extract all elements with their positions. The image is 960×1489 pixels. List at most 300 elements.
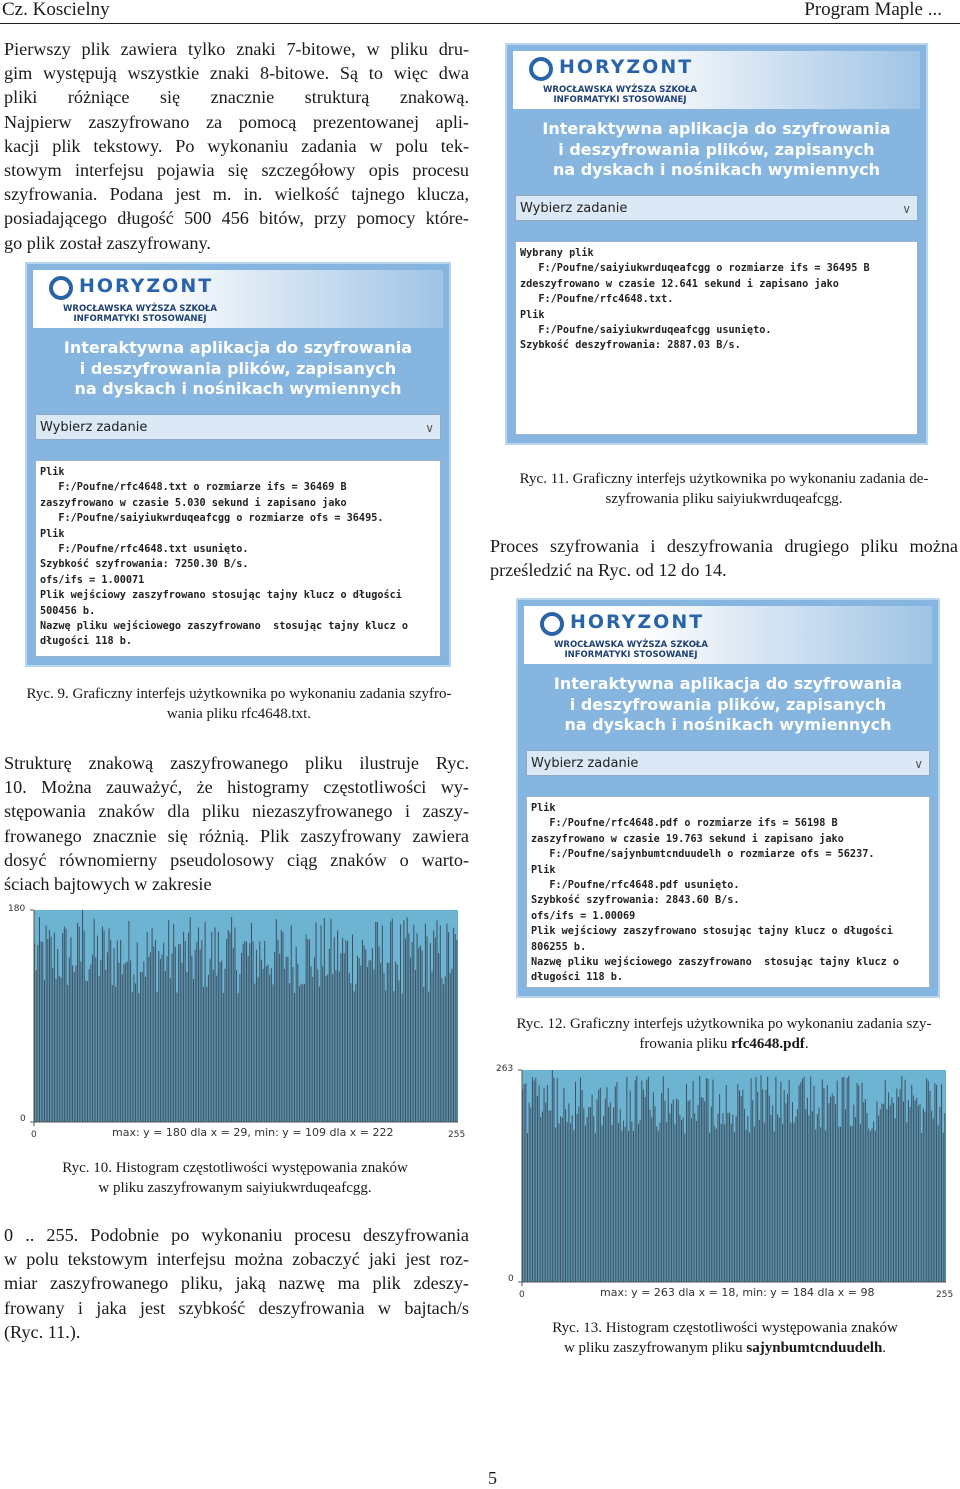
histogram-bar <box>822 1079 823 1282</box>
histogram-bar <box>855 1117 856 1282</box>
histogram-bar <box>253 941 254 1122</box>
paragraph-line: (Ryc. 11.). <box>4 1321 81 1342</box>
histogram-bar <box>132 992 133 1122</box>
histogram-bar <box>41 941 42 1122</box>
histogram-bar <box>251 923 252 1122</box>
logo-subtitle: WROCŁAWSKA WYŻSZA SZKOŁA INFORMATYKI STOSOWANEJ <box>543 85 697 105</box>
histogram-bar <box>799 1085 800 1282</box>
caption-line: Ryc. 9. Graficzny interfejs użytkownika po wykonaniu zadania szyfro- <box>26 686 452 702</box>
histogram-bar <box>739 1090 740 1282</box>
histogram-bar <box>842 1077 843 1282</box>
histogram-bar <box>722 1113 723 1282</box>
output-textarea[interactable]: Plik F:/Poufne/rfc4648.txt o rozmiarze ifs = 36469 B zaszyfrowano w czasie 5.030 sekund i zapisano jako F:/Poufne/saiyiukwrduqeafcgg o rozmiarze ofs = 36495. Plik F:/Poufne/rfc4648.txt usunięto. Szybkość szyfrowania: 7250.30 B/s. ofs/ifs = 1.00071 Plik wejściowy zaszyfrowano stosując tajny klucz o długości 500456 b. Nazwę pliku wejściowego zaszyfrowano stosując tajny klucz o długości 118 b. <box>35 460 441 657</box>
histogram-bar <box>342 938 343 1122</box>
caption-line: Ryc. 11. Graficzny interfejs użytkownika po wykonaniu zadania de- <box>519 471 929 487</box>
page-number: 5 <box>488 1468 497 1488</box>
histogram-bar <box>183 932 184 1122</box>
caption-ryc10 <box>30 1158 440 1198</box>
histogram-bar <box>712 1080 713 1282</box>
histogram-bar <box>284 969 285 1122</box>
histogram-bar <box>329 949 330 1122</box>
histogram-bar <box>805 1109 806 1282</box>
histogram-bar <box>769 1096 770 1282</box>
histogram-bar <box>630 1091 631 1282</box>
histogram-bar <box>562 1118 563 1282</box>
histogram-bar <box>370 960 371 1122</box>
caption-ryc12-line2: frowania pliku <box>639 1036 732 1052</box>
histogram-bar <box>221 961 222 1122</box>
histogram-bar <box>117 940 118 1122</box>
histogram-bar <box>698 1105 699 1282</box>
histogram-bar <box>118 963 119 1122</box>
histogram-bar <box>198 927 199 1122</box>
histogram-bar <box>84 931 85 1122</box>
histogram-bar <box>236 970 237 1122</box>
histogram-bar <box>765 1090 766 1282</box>
histogram-bar <box>568 1103 569 1282</box>
histogram-bar <box>737 1084 738 1282</box>
histogram-bar <box>42 942 43 1122</box>
app-banner <box>513 51 920 109</box>
histogram-bar <box>122 974 123 1122</box>
histogram-bar <box>779 1118 780 1282</box>
histogram-bar <box>706 1078 707 1282</box>
histogram-bar <box>170 978 171 1122</box>
task-select[interactable] <box>526 750 930 776</box>
histogram-bar <box>256 950 257 1122</box>
histogram-bar <box>719 1094 720 1282</box>
histogram-bar <box>626 1077 627 1282</box>
histogram-bar <box>302 984 303 1122</box>
histogram-bar <box>736 1117 737 1282</box>
histogram-bar <box>72 965 73 1122</box>
histogram-bar <box>287 957 288 1122</box>
histogram-bar <box>815 1130 816 1282</box>
histogram-bar <box>443 984 444 1122</box>
histogram-bar <box>39 917 40 1122</box>
histogram-svg <box>0 900 470 1145</box>
histogram-bar <box>684 1134 685 1282</box>
caption-line: wania pliku rfc4648.txt. <box>166 706 312 722</box>
histogram-bar <box>717 1114 718 1282</box>
histogram-bar <box>628 1131 629 1282</box>
histogram-bar <box>540 1117 541 1282</box>
histogram-bar <box>731 1124 732 1282</box>
histogram-bar <box>59 976 60 1122</box>
histogram-bar <box>165 971 166 1122</box>
histogram-bar <box>814 1086 815 1282</box>
histogram-bar <box>415 970 416 1122</box>
histogram-bar <box>226 939 227 1122</box>
histogram-bar <box>772 1106 773 1282</box>
histogram-bar <box>535 1078 536 1282</box>
caption-ryc12-filename: rfc4648.pdf <box>731 1036 805 1052</box>
histogram-bar <box>400 925 401 1122</box>
histogram-bar <box>374 970 375 1122</box>
histogram-bar <box>852 1126 853 1282</box>
histogram-bar <box>921 1133 922 1282</box>
histogram-bar <box>666 1122 667 1282</box>
histogram-bar <box>545 1102 546 1282</box>
histogram-bar <box>669 1113 670 1282</box>
histogram-bar <box>613 1108 614 1282</box>
histogram-bar <box>216 976 217 1122</box>
histogram-bar <box>410 958 411 1122</box>
histogram-bar <box>186 972 187 1122</box>
histogram-bar <box>525 1083 526 1282</box>
histogram-bar <box>347 941 348 1122</box>
paragraph-line: stępowania znaków dla pliku niezaszyfrowanego i zaszy- <box>4 801 469 822</box>
histogram-bar <box>721 1124 722 1282</box>
output-textarea[interactable]: Plik F:/Poufne/rfc4648.pdf o rozmiarze ifs = 56198 B zaszyfrowano w czasie 19.763 sekund i zapisano jako F:/Poufne/sajynbumtcnduudelh o rozmiarze ofs = 56237. Plik F:/Poufne/rfc4648.pdf usunięto. Szybkość szyfrowania: 2843.60 B/s. ofs/ifs = 1.00069 Plik wejściowy zaszyfrowano stosując tajny klucz o długości 806255 b. Nazwę pliku wejściowego zaszyfrowano stosując tajny klucz o długości 118 b. <box>526 796 930 988</box>
histogram-bar <box>203 987 204 1122</box>
histogram-bar <box>274 952 275 1122</box>
histogram-bar <box>534 1081 535 1282</box>
histogram-bar <box>80 961 81 1122</box>
histogram-bar <box>873 1121 874 1282</box>
histogram-bar <box>611 1125 612 1282</box>
histogram-bar <box>635 1080 636 1282</box>
histogram-bar <box>433 930 434 1122</box>
histogram-bar <box>195 950 196 1122</box>
histogram-bar <box>249 943 250 1122</box>
histogram-bar <box>354 991 355 1122</box>
histogram-bar <box>362 940 363 1122</box>
histogram-bar <box>375 922 376 1122</box>
histogram-bar <box>418 948 419 1122</box>
histogram-bar <box>663 1076 664 1282</box>
histogram-bar <box>266 966 267 1122</box>
paragraph-line: ściach bajtowych w zakresie <box>4 874 212 895</box>
histogram-bar <box>592 1095 593 1282</box>
histogram-bar <box>56 979 57 1122</box>
histogram-bar <box>239 974 240 1122</box>
histogram-bar <box>360 966 361 1122</box>
histogram-bar <box>699 1076 700 1282</box>
histogram-bar <box>87 981 88 1122</box>
histogram-bar <box>572 1115 573 1282</box>
histogram-bar <box>761 1075 762 1282</box>
caption-ryc11 <box>490 469 958 509</box>
histogram-bar <box>832 1093 833 1282</box>
histogram-bar <box>843 1077 844 1282</box>
histogram-bar <box>395 962 396 1122</box>
histogram-bar <box>689 1100 690 1282</box>
histogram-bar <box>915 1101 916 1282</box>
task-select[interactable] <box>35 414 441 440</box>
histogram-bar <box>286 957 287 1122</box>
histogram-bar <box>939 1107 940 1282</box>
histogram-bar <box>911 1085 912 1282</box>
histogram-bar <box>923 1108 924 1282</box>
histogram-bar <box>319 986 320 1122</box>
histogram-bar <box>875 1131 876 1282</box>
histogram-bar <box>297 964 298 1122</box>
histogram-bar <box>301 984 302 1122</box>
histogram-bar <box>398 980 399 1122</box>
paragraph-line: go plik został zaszyfrowany. <box>4 232 211 253</box>
histogram-bar <box>825 1130 826 1282</box>
histogram-bar <box>171 954 172 1122</box>
histogram-bar <box>417 933 418 1122</box>
histogram-bar <box>205 922 206 1122</box>
histogram-bar <box>79 927 80 1122</box>
histogram-bar <box>420 945 421 1122</box>
histogram-bar <box>264 941 265 1122</box>
histogram-bar <box>314 957 315 1122</box>
histogram-bar <box>335 970 336 1122</box>
histogram-bar <box>770 1115 771 1282</box>
histogram-bar <box>638 1124 639 1282</box>
histogram-bar <box>641 1081 642 1282</box>
histogram-bar <box>823 1088 824 1282</box>
histogram-bar <box>37 945 38 1122</box>
paragraph-line: frowany i jaka jest szybkość deszyfrowania w bajtach/s <box>4 1297 469 1318</box>
histogram-ryc10 <box>0 900 470 1145</box>
histogram-bar <box>550 1111 551 1283</box>
histogram-bar <box>734 1132 735 1282</box>
chevron-down-icon[interactable]: ∨ <box>914 757 923 771</box>
histogram-bar <box>296 947 297 1122</box>
histogram-bar <box>802 1079 803 1282</box>
histogram-bar <box>403 920 404 1122</box>
histogram-bar <box>259 942 260 1122</box>
histogram-bar <box>281 930 282 1122</box>
histogram-bar <box>701 1097 702 1282</box>
histogram-bar <box>658 1131 659 1282</box>
histogram-bar <box>291 925 292 1122</box>
histogram-bar <box>304 984 305 1122</box>
histogram-bar <box>450 973 451 1122</box>
caption-ryc13-filename: sajynbumtcnduudelh <box>746 1340 883 1356</box>
histogram-bar <box>600 1088 601 1282</box>
histogram-bar <box>636 1076 637 1282</box>
histogram-bar <box>890 1105 891 1282</box>
histogram-bar <box>451 969 452 1122</box>
histogram-bar <box>741 1096 742 1282</box>
histogram-bar <box>379 946 380 1122</box>
histogram-bar <box>757 1092 758 1282</box>
logo-subtitle: WROCŁAWSKA WYŻSZA SZKOŁA INFORMATYKI STOSOWANEJ <box>554 640 708 660</box>
paragraph-line: szyfrowania. Podana jest m. in. wielkość tajnego klucza, <box>4 184 469 205</box>
histogram-bar <box>133 974 134 1122</box>
histogram-bar <box>382 926 383 1122</box>
histogram-bar <box>676 1099 677 1282</box>
histogram-bar <box>679 1115 680 1282</box>
histogram-bar <box>553 1078 554 1282</box>
histogram-bar <box>595 1133 596 1282</box>
histogram-bar <box>413 925 414 1122</box>
histogram-bar <box>258 977 259 1122</box>
histogram-bar <box>895 1118 896 1282</box>
histogram-bar <box>616 1082 617 1282</box>
y-tick-label-min: 0 <box>508 1274 514 1284</box>
histogram-bar <box>340 953 341 1122</box>
chevron-down-icon[interactable]: ∨ <box>902 202 911 216</box>
output-textarea[interactable]: Wybrany plik F:/Poufne/saiyiukwrduqeafcgg o rozmiarze ifs = 36495 B zdeszyfrowano w czasie 12.641 sekund i zapisano jako F:/Poufne/rfc4648.txt. Plik F:/Poufne/saiyiukwrduqeafcgg usunięto. Szybkość deszyfrowania: 2887.03 B/s. <box>515 241 918 435</box>
histogram-bar <box>929 1091 930 1282</box>
histogram-bar <box>322 966 323 1122</box>
histogram-bar <box>913 1096 914 1282</box>
histogram-bar <box>578 1107 579 1282</box>
histogram-bar <box>693 1081 694 1282</box>
histogram-bar <box>185 941 186 1122</box>
histogram-bar <box>900 1089 901 1282</box>
histogram-bar <box>155 940 156 1122</box>
paragraph-intro <box>4 37 469 255</box>
histogram-bar <box>608 1107 609 1282</box>
histogram-bar <box>659 1123 660 1282</box>
chevron-down-icon[interactable]: ∨ <box>425 421 434 435</box>
logo-subtitle: WROCŁAWSKA WYŻSZA SZKOŁA INFORMATYKI STOSOWANEJ <box>63 304 217 324</box>
paragraph-decryption <box>4 1223 469 1344</box>
histogram-bar <box>110 940 111 1122</box>
paragraph-line: Strukturę znakową zaszyfrowanego pliku ilustruje Ryc. <box>4 753 469 773</box>
histogram-bar <box>321 925 322 1122</box>
histogram-bar <box>153 946 154 1122</box>
histogram-bar <box>231 917 232 1122</box>
histogram-bar <box>565 1109 566 1282</box>
histogram-bar <box>797 1109 798 1282</box>
histogram-bar <box>812 1111 813 1282</box>
histogram-bar <box>621 1130 622 1282</box>
histogram-bar <box>208 975 209 1122</box>
histogram-bar <box>173 924 174 1122</box>
histogram-bar <box>633 1131 634 1282</box>
histogram-bar <box>271 968 272 1122</box>
histogram-bar <box>446 924 447 1122</box>
histogram-bar <box>590 1107 591 1282</box>
histogram-ryc13 <box>488 1060 958 1305</box>
histogram-bar <box>228 930 229 1122</box>
histogram-bar <box>837 1081 838 1282</box>
histogram-bar <box>137 942 138 1122</box>
histogram-bar <box>292 967 293 1122</box>
histogram-bar <box>54 933 55 1122</box>
histogram-bar <box>436 920 437 1122</box>
histogram-bar <box>61 978 62 1122</box>
y-tick-label-min: 0 <box>20 1114 26 1124</box>
histogram-bar <box>145 977 146 1122</box>
histogram-bar <box>893 1103 894 1282</box>
histogram-bar <box>933 1118 934 1282</box>
histogram-bar <box>544 1088 545 1282</box>
histogram-bar <box>52 968 53 1122</box>
caption-ryc13 <box>500 1318 950 1358</box>
histogram-bar <box>49 930 50 1122</box>
histogram-bar <box>708 1079 709 1282</box>
histogram-bar <box>412 942 413 1122</box>
histogram-bar <box>858 1085 859 1282</box>
histogram-bar <box>817 1114 818 1282</box>
histogram-bar <box>248 956 249 1122</box>
histogram-bar <box>312 977 313 1122</box>
histogram-bar <box>756 1077 757 1282</box>
histogram-bar <box>847 1078 848 1282</box>
histogram-bar <box>674 1124 675 1282</box>
histogram-bar <box>422 951 423 1122</box>
histogram-bar <box>115 987 116 1122</box>
histogram-bar <box>158 951 159 1122</box>
histogram-bar <box>89 969 90 1122</box>
histogram-bar <box>337 931 338 1122</box>
histogram-bar <box>648 1077 649 1282</box>
histogram-bar <box>726 1085 727 1282</box>
histogram-bar <box>891 1097 892 1282</box>
histogram-bar <box>732 1115 733 1282</box>
histogram-bar <box>160 959 161 1122</box>
histogram-bar <box>392 919 393 1122</box>
histogram-bar <box>74 972 75 1122</box>
paragraph-line: 10. Można zauważyć, że histogramy częstotliwości wy- <box>4 777 469 798</box>
caption-ryc12 <box>490 1014 958 1054</box>
histogram-bar <box>407 917 408 1122</box>
x-tick-label-start: 0 <box>519 1290 525 1300</box>
paragraph-line: prześledzić na Ryc. od 12 do 14. <box>490 560 727 581</box>
histogram-bar <box>555 1128 556 1282</box>
histogram-bar <box>625 1127 626 1282</box>
histogram-bar <box>191 956 192 1122</box>
histogram-bar <box>928 1081 929 1282</box>
histogram-bar <box>645 1097 646 1282</box>
histogram-bar <box>885 1080 886 1282</box>
histogram-bar <box>906 1122 907 1282</box>
histogram-footer: max: y = 180 dla x = 29, min: y = 109 dla x = 222 <box>112 1126 394 1139</box>
histogram-bar <box>352 934 353 1122</box>
histogram-bar <box>369 960 370 1122</box>
histogram-bar <box>176 993 177 1122</box>
histogram-bar <box>448 932 449 1122</box>
histogram-bar <box>804 1077 805 1282</box>
histogram-bar <box>714 1126 715 1282</box>
histogram-bar <box>588 1107 589 1282</box>
histogram-bar <box>775 1077 776 1282</box>
histogram-bar <box>794 1122 795 1282</box>
histogram-bar <box>36 970 37 1122</box>
histogram-bar <box>438 953 439 1122</box>
histogram-bar <box>527 1133 528 1282</box>
histogram-bar <box>344 953 345 1122</box>
histogram-bar <box>307 939 308 1122</box>
histogram-bar <box>537 1096 538 1282</box>
histogram-bar <box>696 1121 697 1282</box>
histogram-bar <box>175 947 176 1122</box>
histogram-bar <box>405 938 406 1122</box>
app-title: Interaktywna aplikacja do szyfrowania i deszyfrowania plików, zapisanych na dyskach i nośnikach wymiennych <box>63 338 413 398</box>
histogram-bar <box>618 1123 619 1282</box>
histogram-bar <box>703 1098 704 1282</box>
histogram-bar <box>888 1092 889 1282</box>
paragraph-line: stowym interfejsu pojawia się szczegółowy opis procesu <box>4 160 469 181</box>
histogram-bar <box>656 1126 657 1282</box>
histogram-bar <box>349 973 350 1122</box>
histogram-bar <box>99 976 100 1122</box>
task-select[interactable] <box>515 195 918 221</box>
caption-ryc12-line1: Ryc. 12. Graficzny interfejs użytkownika po wykonaniu zadania szy- <box>516 1016 932 1032</box>
histogram-bar <box>65 929 66 1122</box>
logo-name: HORYZONT <box>570 611 705 633</box>
histogram-bar <box>163 943 164 1122</box>
histogram-bar <box>653 1092 654 1282</box>
paragraph-line: 0 .. 255. Podobnie po wykonaniu procesu deszyfrowania <box>4 1225 469 1245</box>
histogram-bar <box>924 1112 925 1282</box>
histogram-bar <box>809 1115 810 1282</box>
histogram-bar <box>445 976 446 1122</box>
histogram-bar <box>631 1121 632 1282</box>
histogram-bar <box>938 1125 939 1282</box>
histogram-bar <box>532 1077 533 1282</box>
histogram-bar <box>224 969 225 1122</box>
